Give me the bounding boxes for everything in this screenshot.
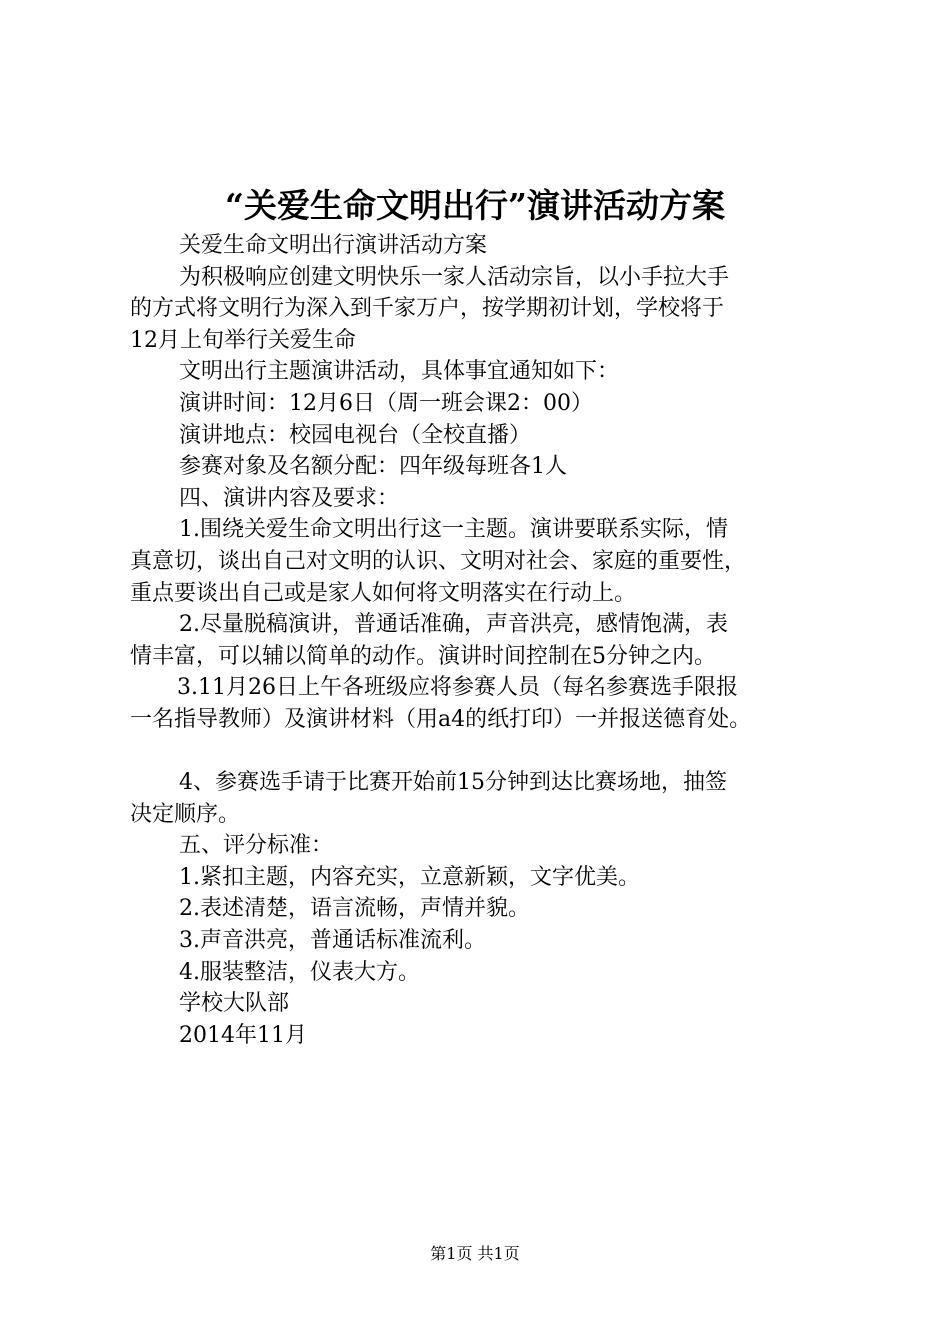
requirement-item: 3.11月26日上午各班级应将参赛人员（每名参赛选手限报 bbox=[177, 675, 738, 701]
requirement-item: 一名指导教师）及演讲材料（用a4的纸打印）一并报送德育处。 bbox=[130, 706, 752, 732]
requirement-item: 1.围绕关爱生命文明出行这一主题。演讲要联系实际，情 bbox=[179, 517, 728, 543]
speech-time-line: 演讲时间：12月6日（周一班会课2：00） bbox=[179, 390, 593, 416]
criteria-item: 3.声音洪亮，普通话标准流利。 bbox=[179, 928, 486, 954]
blank-line bbox=[130, 736, 834, 768]
requirement-item: 情丰富，可以辅以简单的动作。演讲时间控制在5分钟之内。 bbox=[130, 643, 716, 669]
document-body bbox=[130, 230, 834, 1051]
paragraph-line: 的方式将文明行为深入到千家万户，按学期初计划，学校将于 bbox=[130, 296, 725, 322]
criteria-item: 2.表述清楚，语言流畅，声情并貌。 bbox=[179, 896, 530, 922]
section-heading: 五、评分标准： bbox=[179, 833, 334, 859]
paragraph-line: 12月上旬举行关爱生命 bbox=[130, 327, 356, 353]
paragraph-line: 文明出行主题演讲活动，具体事宜通知如下： bbox=[179, 359, 620, 385]
criteria-item: 4.服装整洁，仪表大方。 bbox=[179, 959, 420, 985]
criteria-item: 1.紧扣主题，内容充实，立意新颖，文字优美。 bbox=[179, 864, 640, 890]
paragraph-line: 决定顺序。 bbox=[130, 801, 241, 827]
participants-line: 参赛对象及名额分配：四年级每班各1人 bbox=[179, 454, 567, 480]
page-footer: 第1页 共1页 bbox=[430, 1244, 520, 1263]
section-heading: 四、演讲内容及要求： bbox=[179, 485, 400, 511]
paragraph-line: 为积极响应创建文明快乐一家人活动宗旨，以小手拉大手 bbox=[179, 264, 730, 290]
signature-line: 学校大队部 bbox=[179, 991, 290, 1017]
document-title: “关爱生命文明出行”演讲活动方案 bbox=[225, 186, 725, 225]
requirement-item: 重点要谈出自己或是家人如何将文明落实在行动上。 bbox=[130, 580, 637, 606]
date-line: 2014年11月 bbox=[179, 1022, 307, 1048]
requirement-item: 2.尽量脱稿演讲，普通话准确，声音洪亮，感情饱满，表 bbox=[179, 612, 728, 638]
speech-location-line: 演讲地点：校园电视台（全校直播） bbox=[179, 422, 532, 448]
requirement-item: 真意切，谈出自己对文明的认识、文明对社会、家庭的重要性， bbox=[130, 548, 747, 574]
subtitle-line: 关爱生命文明出行演讲活动方案 bbox=[179, 233, 488, 258]
paragraph-line: 4、参赛选手请于比赛开始前15分钟到达比赛场地，抽签 bbox=[179, 770, 727, 796]
